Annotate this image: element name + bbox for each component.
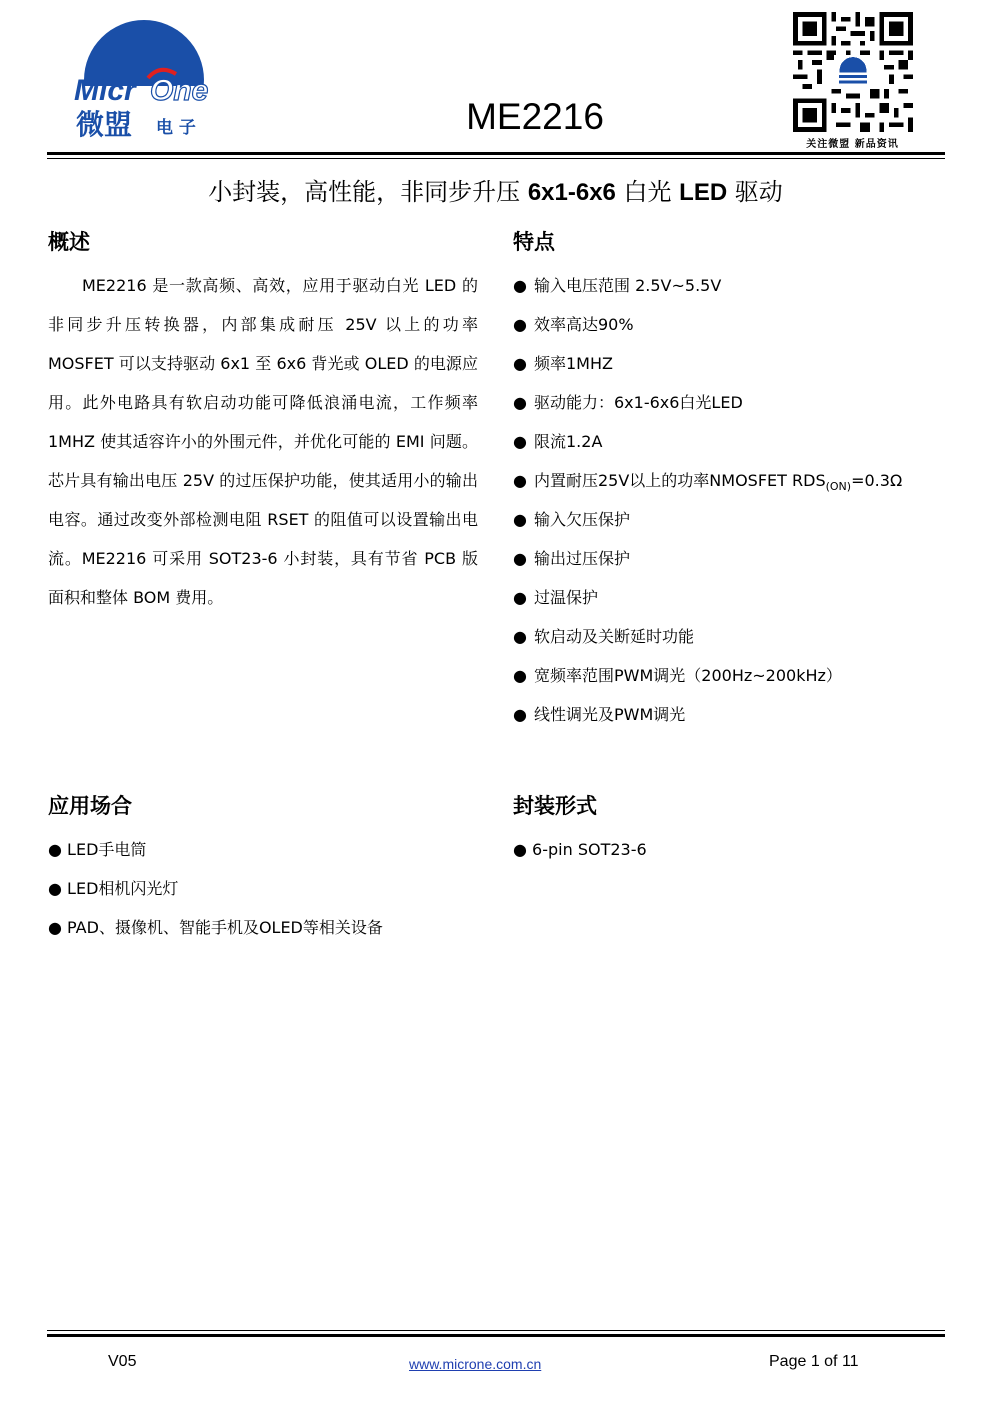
applications-list [48, 830, 383, 947]
footer-divider-thin [47, 1330, 945, 1331]
rds-value: =0.3Ω [851, 471, 903, 490]
document-title: ME2216 [466, 96, 604, 137]
list-item: ● 内置耐压25V以上的功率NMOSFET $RDS_{(ON)}=0.3\Omega$ [513, 471, 903, 493]
list-item: ● 过温保护 [513, 588, 599, 607]
features-heading: 特点 [513, 230, 555, 254]
footer-version: V05 [108, 1353, 137, 1370]
svg-text:One: One [150, 74, 209, 107]
list-item: ● 驱动能力：6x1-6x6白光LED [513, 393, 743, 412]
list-item: ● 限流1.2A [513, 432, 603, 451]
svg-text:微盟: 微盟 [76, 108, 133, 141]
list-item: ● 效率高达90% [513, 315, 634, 334]
list-item: ● PAD、摄像机、智能手机及OLED等相关设备 [48, 918, 383, 937]
svg-text:电 子: 电 子 [156, 118, 196, 138]
list-item: ● 软启动及关断延时功能 [513, 627, 695, 646]
footer-page-number: Page 1 of 11 [769, 1353, 859, 1370]
list-item: ● 输入欠压保护 [513, 510, 631, 529]
package-list [513, 830, 647, 869]
list-item: ● 频率1MHZ [513, 354, 613, 373]
rds-on-subscript: (ON) [825, 480, 852, 493]
qr-code-icon[interactable] [791, 12, 915, 132]
list-item: ● LED相机闪光灯 [48, 879, 179, 898]
list-item: ● 输出过压保护 [513, 549, 631, 568]
applications-heading: 应用场合 [48, 794, 132, 818]
header-divider-thin [47, 158, 945, 159]
footer-divider-thick [47, 1334, 945, 1337]
product-headline: 小封装，高性能，非同步升压 6x1-6x6 白光 LED 驱动 [208, 178, 783, 206]
overview-paragraph: ME2216 是一款高频、高效，应用于驱动白光 LED 的非同步升压转换器，内部集成耐压 25V 以上的功率 MOSFET 可以支持驱动 6x1 至 6x6 背光或 OLED 的电源应用。此外电路具有软启动功能可降低浪涌电流，工作频率 1MHZ 使其适容许小的外围元件，并优化可能的 EMI 问题。芯片具有输出电压 25V 的过压保护功能，使其适用小的输出电容。通过改变外部检测电阻 RSET 的阻值可以设置输出电流。ME2216 可采用 SOT23-6 小封装，具有节省 PCB 版面积和整体 BOM 费用。 [48, 276, 478, 607]
qr-caption: 关注微盟 新品资讯 [806, 139, 899, 150]
header-divider-thick [47, 152, 945, 155]
footer-website-link[interactable]: www.microne.com.cn [409, 1356, 542, 1372]
overview-heading: 概述 [48, 230, 90, 254]
list-item: ● LED手电筒 [48, 840, 147, 859]
package-heading: 封装形式 [513, 794, 597, 818]
list-item: ● 宽频率范围PWM调光（200Hz~200kHz） [513, 666, 842, 685]
list-item: ● 输入电压范围 2.5V~5.5V [513, 276, 722, 295]
features-list [513, 266, 902, 734]
list-item: ● 线性调光及PWM调光 [513, 705, 686, 724]
list-item: ● 6-pin SOT23-6 [513, 840, 647, 859]
svg-text:Micr: Micr [74, 74, 136, 107]
